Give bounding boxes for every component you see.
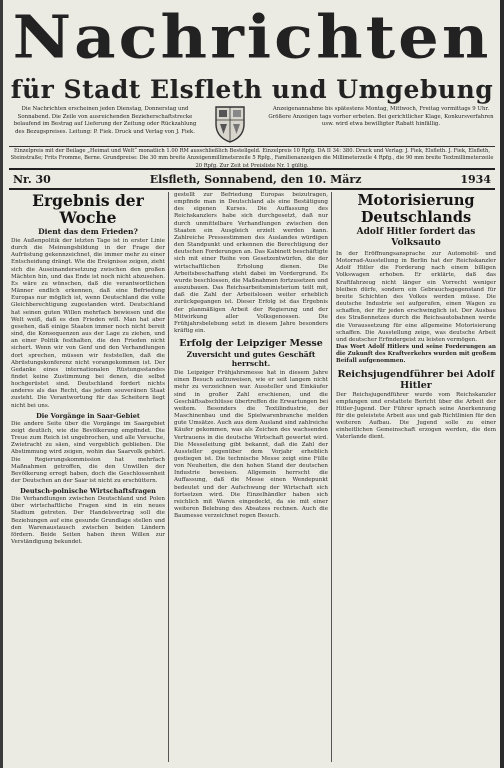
article-paragraph: Die andere Seite über die Vorgänge im Saargebiet zeigt deutlich, wie die Bevölkerung empfindet. Die Treue zum Reich ist ungebrochen, und alle Versuche, Zwietracht zu säen, sind vergeblich geblieben. Die Abstimmung wird zeigen, wohin das Saarvolk gehört. Die Regierungskommission hat mehrfach Maßnahmen getroffen, die den Unwillen der Bevölkerung erregt haben, doch die Geschlossenheit der Deutschen an der Saar ist nicht zu erschüttern.: [11, 420, 165, 484]
headline: Motorisierung Deutschlands: [357, 192, 475, 226]
coat-of-arms-icon: [213, 104, 247, 144]
article-paragraph-bold: Das Wort Adolf Hitlers und seine Forderungen an die Zukunft des Kraftverkehrs wurden mit großem Beifall aufgenommen.: [336, 344, 496, 365]
year: 1934: [460, 172, 491, 186]
article-paragraph: In der Eröffnungsansprache zur Automobil- und Motorrad-Ausstellung in Berlin hat der Reichskanzler Adolf Hitler die Forderung nach einem billigen Volkswagen erhoben. Er erklärte, daß das Kraftfahrzeug nicht länger ein Vorrecht weniger bleiben dürfe, sondern ein Gebrauchsgegenstand für breite Schichten des Volkes werden müsse. Die deutsche Industrie sei aufgerufen, einen Wagen zu schaffen, der für jeden erschwinglich ist. Der Ausbau des Straßennetzes durch die Reichsautobahnen werde die Voraussetzung für eine allgemeine Motorisierung schaffen. Die Ausstellung zeige, was deutsche Arbeit und deutscher Erfindergeist zu leisten vermögen.: [336, 251, 496, 343]
masthead-subtitle: für Stadt Elsfleth und Umgebung: [10, 75, 494, 104]
subheadline: Adolf Hitler fordert das Volksauto: [356, 227, 476, 248]
headline: Erfolg der Leipziger Messe: [179, 338, 323, 350]
subheadline: Dient das dem Frieden?: [38, 227, 138, 236]
article-paragraph: Die Leipziger Frühjahrsmesse hat in diesem Jahre einen Besuch aufzuweisen, wie er seit langem nicht mehr zu verzeichnen war. Aussteller und Einkäufer sind in großer Zahl erschienen, und die Geschäftsabschlüsse übertreffen die Erwartungen bei weitem. Besonders die Textilindustrie, der Maschinenbau und die Spielwarenbranche melden gute Umsätze. Auch aus dem Ausland sind zahlreiche Käufer gekommen, was als Zeichen des wachsenden Vertrauens in die deutsche Wirtschaft gewertet wird. Die Messeleitung gibt bekannt, daß die Zahl der Aussteller gegenüber dem Vorjahr erheblich gestiegen ist. Die technische Messe zeigt eine Fülle von Neuheiten, die den hohen Stand der deutschen Industrie beweisen. Allgemein herrscht die Auffassung, daß die Messe einen Wendepunkt bedeutet und der Aufschwung der Wirtschaft sich fortsetzen wird. Die Einzelhändler haben sich reichlich mit Waren eingedeckt, da sie mit einer weiteren Belebung des Absatzes rechnen. Auch die Baumesse verzeichnet regen Besuch.: [174, 370, 328, 520]
scan-edge: [500, 0, 504, 768]
issue-number: Nr. 30: [13, 172, 51, 186]
column-divider: [331, 192, 332, 762]
subscription-rule: Einzelpreis mit der Beilage „Heimat und Welt“ monatlich 1.00 RM ausschließlich Bestellgeld. Einzelpreis 10 Rpfg. DA II 34: 380. Druck und Verlag: J. Fiek, Elsfleth. J. Fiek, Elsfleth, Steinstraße; Frits Fromme, Berne. Grundpreise: Die 30 mm breite Anzeigenmillimeterzeile 5 Rpfg., Familienanzeigen die Millimeterzeile 4 Rpfg., die 90 mm breite Textmillimeterzeile 20 Rpfg. Zur Zeit ist Preisliste Nr. 1 gültig.: [10, 148, 494, 169]
publication-info-right: Anzeigenannahme bis spätestens Montag, Mittwoch, Freitag vormittags 9 Uhr. Größere Anzeigen tags vorher erbeten. Bei gerichtlicher Klage, Konkursverfahren usw. wird etwa bewilligter Rabatt hinfällig.: [268, 106, 494, 128]
place-date: Elsfleth, Sonnabend, den 10. März: [149, 172, 362, 186]
column-1: [11, 192, 165, 762]
newspaper-page: [3, 0, 500, 768]
section-heading: Die Vorgänge in Saar-Gebiet: [36, 411, 140, 420]
subheadline: Zuversicht und gutes Geschäft herrscht.: [186, 350, 316, 369]
publication-info-left: Die Nachrichten erscheinen jeden Dienstag, Donnerstag und Sonnabend. Die Zeile von ausreichenden Bezieherschaftstrecke belaufend im Bestrag auf Lieferung der Zeitung oder Rückzahlung des Bezugspreises. Leitung: P. Fiek. Druck und Verlag von J. Fiek.: [13, 106, 197, 135]
column-3: [336, 192, 496, 762]
article-paragraph: Die Außenpolitik der letzten Tage ist in erster Linie durch die Meinungsbildung in der Frage der Aufrüstung gekennzeichnet, die immer mehr zu einer Entscheidung drängt. Wie die Ereignisse zeigen, zieht sich die Auseinandersetzung zwischen den großen Mächten hin, und das Ende ist noch nicht abzusehen. Es wäre zu wünschen, daß die verantwortlichen Männer endlich erkennen, daß eine Befriedung Europas nur möglich ist, wenn Deutschland die volle Gleichberechtigung zugestanden wird. Deutschland hat seinen guten Willen mehrfach bewiesen und die Welt weiß, daß es den Frieden will. Man hat aber gesehen, daß einige Staaten immer noch nicht bereit sind, die Konsequenzen aus der Lage zu ziehen, und an einer Politik festhalten, die den Frieden nicht sichert. Wenn wir von Genf und den Verhandlungen dort sprechen, müssen wir feststellen, daß die Abrüstungskonferenz nicht vorangekommen ist. Der Gedanke eines internationalen Rüstungsstandes findet keine Zustimmung bei denen, die selbst hochgerüstet sind. Deutschland fordert nichts anderes als das Recht, das jedem souveränen Staat zusteht. Die Verantwortung für das Scheitern liegt nicht bei uns.: [11, 238, 165, 409]
dateline-bar: [9, 168, 495, 190]
article-paragraph: Der Reichsjugendführer wurde vom Reichskanzler empfangen und erstattete Bericht über die Arbeit der Hitler-Jugend. Der Führer sprach seine Anerkennung für die geleistete Arbeit aus und gab Richtlinien für den weiteren Aufbau. Die Jugend solle zu einer einheitlichen Gemeinschaft erzogen werden, die dem Vaterlande dient.: [336, 391, 496, 441]
headline: Ergebnis der Woche: [32, 192, 144, 227]
column-divider: [168, 192, 169, 762]
section-heading: Reichsjugendführer bei Adolf Hitler: [337, 368, 495, 391]
column-2: [174, 192, 328, 762]
article-paragraph: gestellt zur Befriedung Europas beizutragen, empfinde man in Deutschland als eine Bestätigung des eigenen Kurses. Die Auffassung des Reichskanzlers habe sich durchgesetzt, daß nur durch unmittelbare Verhandlungen zwischen den Staaten ein Ausgleich erzielt werden kann. Zahlreiche Pressestimmen des Auslandes würdigen den Standpunkt und erkennen die Berechtigung der deutschen Forderungen an. Das Kabinett beschäftigte sich mit einer Reihe von Gesetzentwürfen, die der wirtschaftlichen Erholung dienen. Die Arbeitsbeschaffung steht dabei im Vordergrund. Es wurde beschlossen, die Maßnahmen fortzusetzen und auszubauen. Das Reichsarbeitsministerium teilt mit, daß die Zahl der Arbeitslosen weiter erheblich zurückgegangen ist. Dieser Erfolg ist das Ergebnis der planmäßigen Arbeit der Regierung und der Mitwirkung aller Volksgenossen. Die Frühjahrsbelebung setzt in diesem Jahre besonders kräftig ein.: [174, 192, 328, 334]
article-paragraph: Die Verhandlungen zwischen Deutschland und Polen über wirtschaftliche Fragen sind in ein neues Stadium getreten. Der Handelsvertrag soll die Beziehungen auf eine gesunde Grundlage stellen und den Warenaustausch zwischen beiden Ländern fördern. Beide Seiten haben ihren Willen zur Verständigung bekundet.: [11, 496, 165, 546]
masthead-title: Nachrichten: [12, 3, 492, 73]
section-heading: Deutsch-polnische Wirtschaftsfragen: [20, 487, 156, 496]
